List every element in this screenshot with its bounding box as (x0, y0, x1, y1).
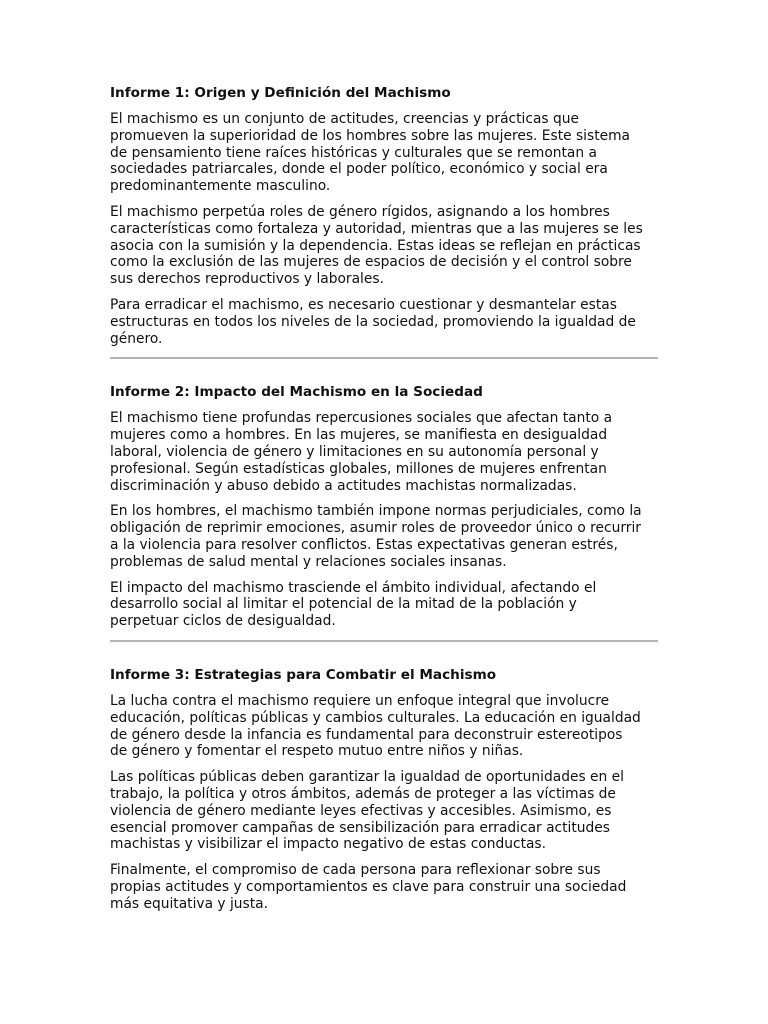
report-1-paragraph-2: El machismo perpetúa roles de género rígidos, asignando a los hombres características como fortaleza y autoridad, mientras que a las mujeres se les asocia con la sumisión y la dependencia. Estas ideas se reflejan en prácticas como la exclusión de las mujeres de espacios de decisión y el control sobre sus derechos reproductivos y laborales. (110, 203, 643, 288)
report-2-title: Informe 2: Impacto del Machismo en la Sociedad (110, 384, 483, 401)
report-2-paragraph-2: En los hombres, el machismo también impone normas perjudiciales, como la obligación de reprimir emociones, asumir roles de proveedor único o recurrir a la violencia para resolver conflictos. Estas expectativas generan estrés, problemas de salud mental y relaciones sociales insanas. (110, 503, 642, 570)
report-3-paragraph-2: Las políticas públicas deben garantizar la igualdad de oportunidades en el trabajo, la política y otros ámbitos, además de proteger a las víctimas de violencia de género mediante leyes efectivas y accesibles. Asimismo, es esencial promover campañas de sensibilización para erradicar actitudes machistas y visibilizar el impacto negativo de estas conductas. (110, 769, 624, 853)
report-3-paragraph-1: La lucha contra el machismo requiere un enfoque integral que involucre educación, políticas públicas y cambios culturales. La educación en igualdad de género desde la infancia es fundamental para deconstruir estereotipos de género y fomentar el respeto mutuo entre niños y niñas. (110, 692, 641, 760)
report-3-paragraph-3: Finalmente, el compromiso de cada persona para reflexionar sobre sus propias actitudes y comportamientos es clave para construir una sociedad más equitativa y justa. (110, 862, 627, 912)
report-1-paragraph-3: Para erradicar el machismo, es necesario cuestionar y desmantelar estas estructuras en todos los niveles de la sociedad, promoviendo la igualdad de género. (110, 296, 636, 347)
report-3 (110, 666, 658, 913)
report-1 (110, 84, 658, 347)
report-2-paragraph-3: El impacto del machismo trasciende el ámbito individual, afectando el desarrollo social al limitar el potencial de la mitad de la población y perpetuar ciclos de desigualdad. (110, 579, 597, 630)
report-2 (110, 383, 658, 630)
section-divider (110, 640, 658, 642)
section-divider (110, 357, 658, 359)
report-3-title: Informe 3: Estrategias para Combatir el Machismo (110, 666, 497, 683)
report-2-paragraph-1: El machismo tiene profundas repercusiones sociales que afectan tanto a mujeres como a hombres. En las mujeres, se manifiesta en desigualdad laboral, violencia de género y limitaciones en su autonomía personal y profesional. Según estadísticas globales, millones de mujeres enfrentan discriminación y abuso debido a actitudes machistas normalizadas. (110, 410, 613, 494)
report-1-title: Informe 1: Origen y Definición del Machismo (110, 85, 451, 101)
report-1-paragraph-1: El machismo es un conjunto de actitudes, creencias y prácticas que promueven la superioridad de los hombres sobre las mujeres. Este sistema de pensamiento tiene raíces históricas y culturales que se remontan a sociedades patriarcales, donde el poder político, económico y social era predominantemente masculino. (110, 111, 630, 195)
document-page (110, 84, 658, 912)
